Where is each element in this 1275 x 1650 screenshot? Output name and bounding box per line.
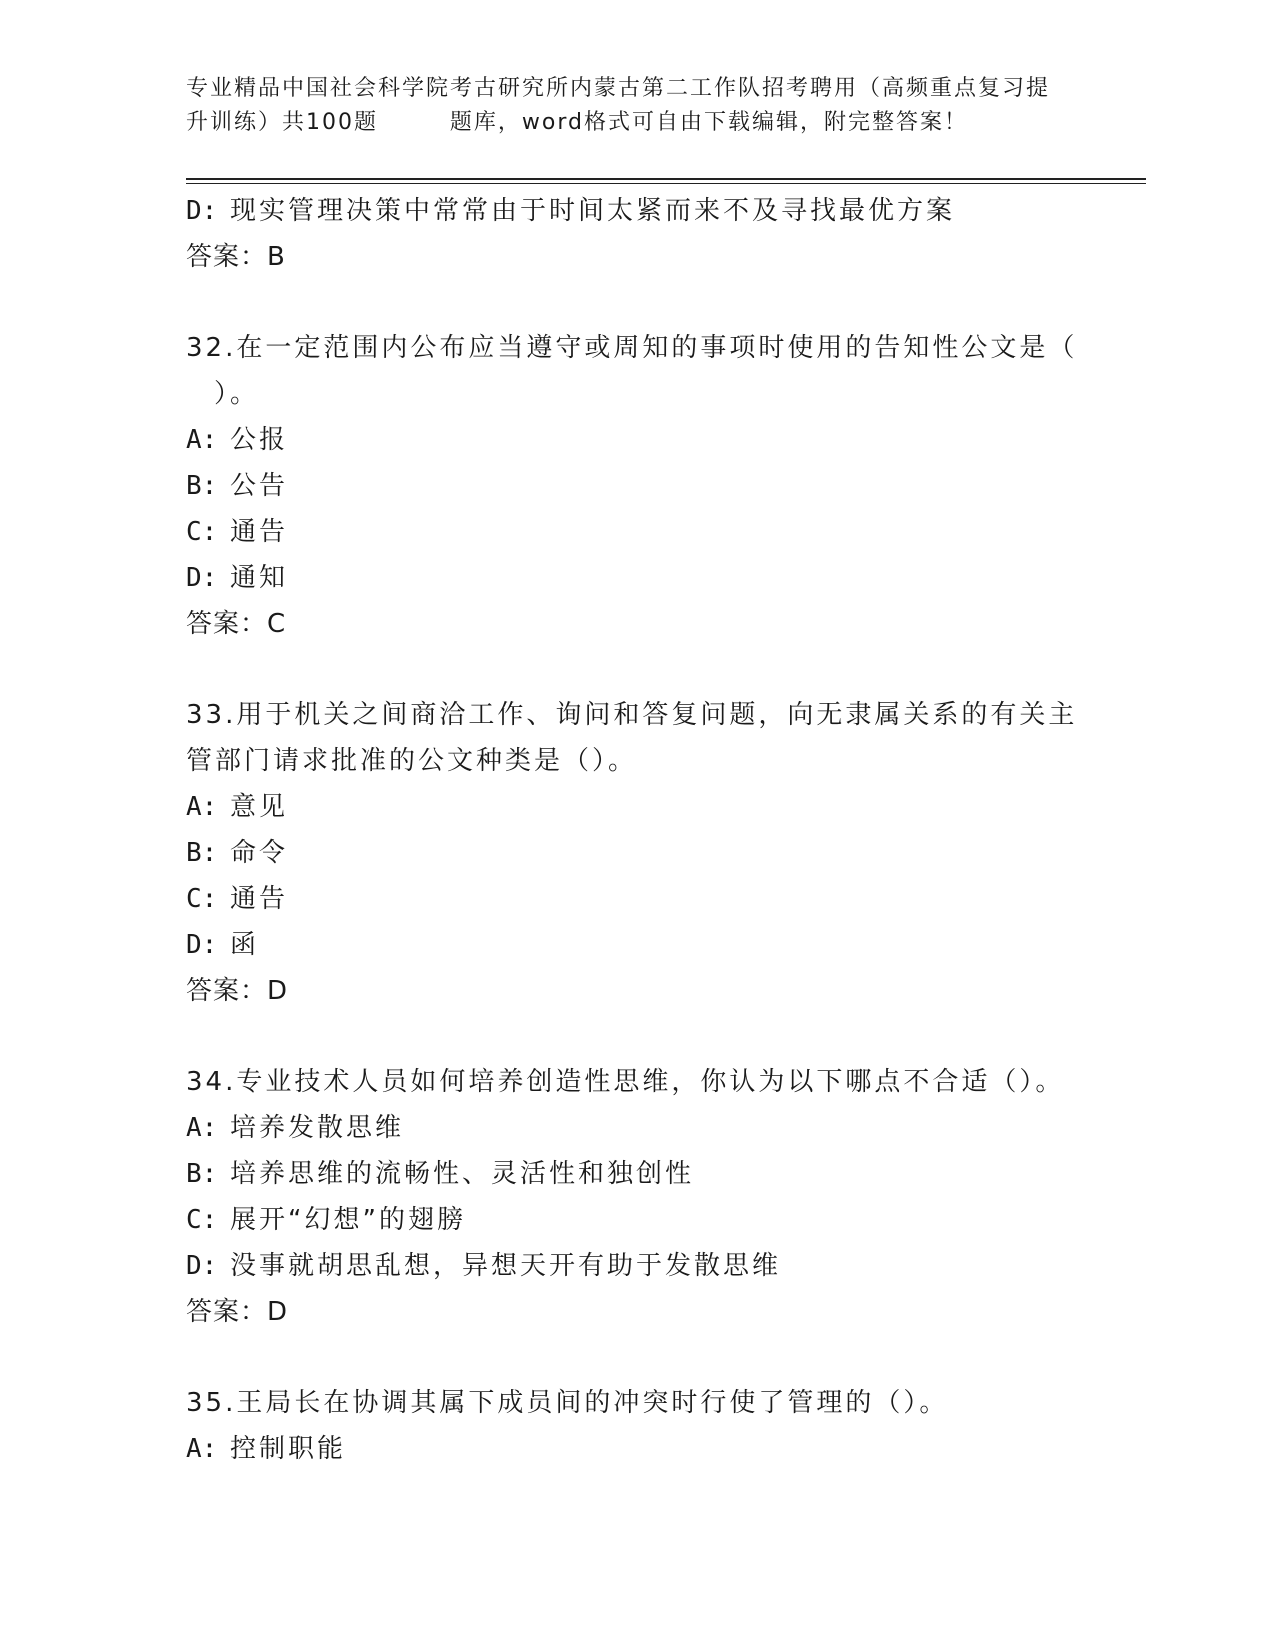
option-text: 展开“幻想”的翅膀: [230, 1205, 466, 1235]
question-35: [186, 1380, 1086, 1472]
option-key: D:: [186, 1251, 218, 1281]
option-key: B:: [186, 1159, 218, 1189]
question-stem: 34.专业技术人员如何培养创造性思维，你认为以下哪点不合适（）。: [186, 1067, 1065, 1097]
option-text: 培养思维的流畅性、灵活性和独创性: [230, 1159, 695, 1189]
answer-label: 答案：C: [186, 609, 287, 639]
option-key: D:: [186, 563, 218, 593]
option-key: D:: [186, 196, 218, 226]
option-key: C:: [186, 1205, 218, 1235]
option-key: C:: [186, 884, 218, 914]
header-title-line-1: 专业精品中国社会科学院考古研究所内蒙古第二工作队招考聘用（高频重点复习提: [186, 76, 1051, 101]
document-header: [186, 72, 1086, 140]
option-text: 公告: [230, 471, 289, 501]
option-key: B:: [186, 838, 218, 868]
header-title-line-2: 升训练）共100题 题库，word格式可自由下载编辑，附完整答案！: [186, 110, 969, 135]
option-key: A:: [186, 792, 218, 822]
option-b: [186, 830, 1086, 876]
question-stem: 35.王局长在协调其属下成员间的冲突时行使了管理的（）。: [186, 1388, 949, 1418]
question-stem: 33.用于机关之间商洽工作、询问和答复问题，向无隶属关系的有关主: [186, 700, 1078, 730]
header-divider-thin: [186, 183, 1146, 184]
option-c: [186, 1197, 1086, 1243]
option-text: 现实管理决策中常常由于时间太紧而来不及寻找最优方案: [230, 196, 956, 226]
option-c: [186, 509, 1086, 555]
option-a: [186, 417, 1086, 463]
option-d: [186, 1243, 1086, 1289]
option-key: D:: [186, 930, 218, 960]
answer-label: 答案：B: [186, 242, 286, 272]
question-33: [186, 692, 1086, 1014]
answer-label: 答案：D: [186, 1297, 289, 1327]
option-b: [186, 463, 1086, 509]
option-b: [186, 1151, 1086, 1197]
option-text: 意见: [230, 792, 289, 822]
option-text: 通知: [230, 563, 289, 593]
option-key: A:: [186, 1113, 218, 1143]
option-c: [186, 876, 1086, 922]
option-text: 通告: [230, 884, 289, 914]
option-text: 函: [230, 930, 260, 960]
option-text: 没事就胡思乱想，异想天开有助于发散思维: [230, 1251, 782, 1281]
question-stem-continued: ）。: [214, 379, 260, 409]
option-text: 命令: [230, 838, 289, 868]
option-text: 通告: [230, 517, 289, 547]
option-a: [186, 1426, 1086, 1472]
option-text: 控制职能: [230, 1434, 347, 1464]
option-key: A:: [186, 1434, 218, 1464]
question-34: [186, 1059, 1086, 1335]
option-a: [186, 784, 1086, 830]
question-31-tail: [186, 188, 1086, 280]
option-text: 公报: [230, 425, 289, 455]
question-32: [186, 325, 1086, 647]
option-d: [186, 555, 1086, 601]
option-a: [186, 1105, 1086, 1151]
option-d: [186, 188, 1086, 234]
answer-label: 答案：D: [186, 976, 289, 1006]
option-key: A:: [186, 425, 218, 455]
question-stem: 32.在一定范围内公布应当遵守或周知的事项时使用的告知性公文是（: [186, 333, 1078, 363]
question-list: [186, 188, 1086, 1472]
question-stem-continued: 管部门请求批准的公文种类是（）。: [186, 746, 638, 776]
option-d: [186, 922, 1086, 968]
header-divider-thick: [186, 178, 1146, 180]
option-key: B:: [186, 471, 218, 501]
option-key: C:: [186, 517, 218, 547]
option-text: 培养发散思维: [230, 1113, 405, 1143]
